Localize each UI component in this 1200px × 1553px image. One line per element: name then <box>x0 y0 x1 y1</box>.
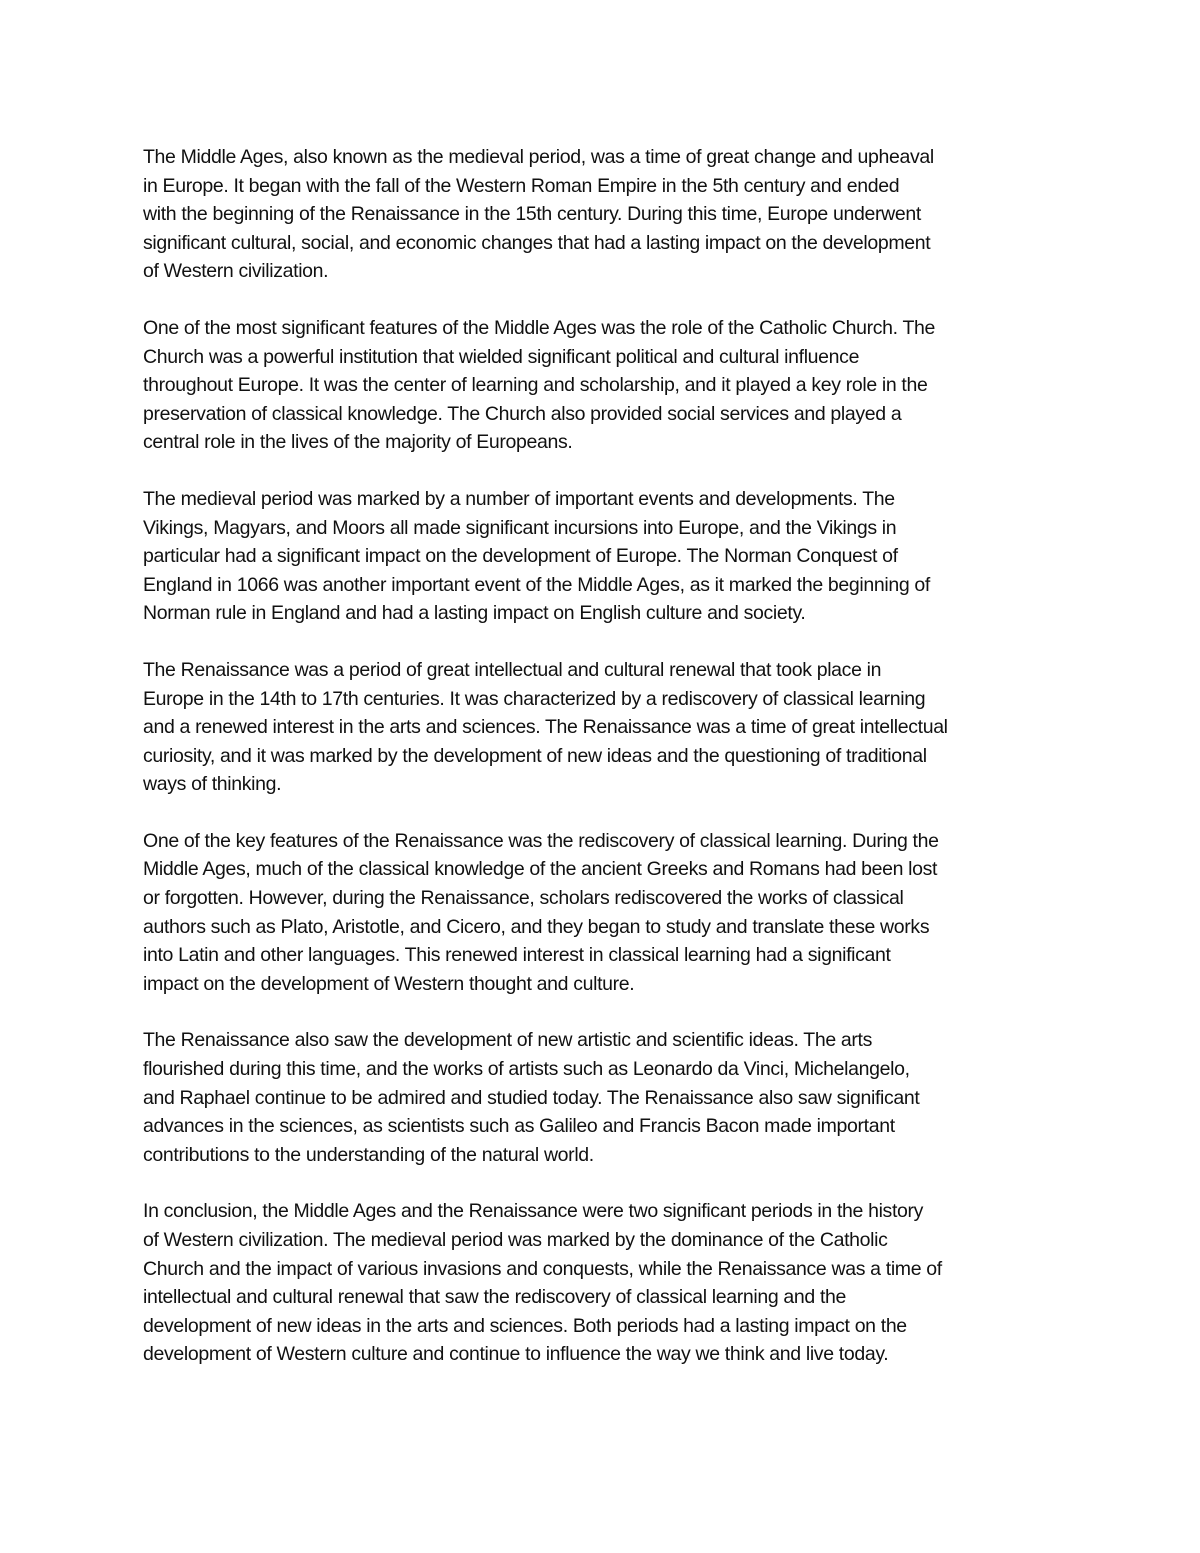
paragraph-catholic-church: One of the most significant features of the Middle Ages was the role of the Catholic Church. The Church was a powerful institution that wielded significant political and cultural influence throughout Europe. It was the center of learning and scholarship, and it played a key role in the preservation of classical knowledge. The Church also provided social services and played a central role in the lives of the majority of Europeans. <box>143 316 935 454</box>
paragraph-classical-learning: One of the key features of the Renaissance was the rediscovery of classical learning. During the Middle Ages, much of the classical knowledge of the ancient Greeks and Romans had been lost or forgotten. However, during the Renaissance, scholars rediscovered the works of classical authors such as Plato, Aristotle, and Cicero, and they began to study and translate these works into Latin and other languages. This renewed interest in classical learning had a significant impact on the development of Western thought and culture. <box>143 829 939 995</box>
paragraph-medieval-events: The medieval period was marked by a number of important events and developments. The Vikings, Magyars, and Moors all made significant incursions into Europe, and the Vikings in particular had a significant impact on the development of Europe. The Norman Conquest of England in 1066 was another important event of the Middle Ages, as it marked the beginning of Norman rule in England and had a lasting impact on English culture and society. <box>143 487 930 625</box>
paragraph-conclusion: In conclusion, the Middle Ages and the Renaissance were two significant periods in the history of Western civilization. The medieval period was marked by the dominance of the Catholic Church and the impact of various invasions and conquests, while the Renaissance was a time of intellectual and cultural renewal that saw the rediscovery of classical learning and the development of new ideas in the arts and sciences. Both periods had a lasting impact on the development of Western culture and continue to influence the way we think and live today. <box>143 1200 942 1366</box>
document-body <box>143 143 1063 1397</box>
paragraph-renaissance-intro: The Renaissance was a period of great intellectual and cultural renewal that took place in Europe in the 14th to 17th centuries. It was characterized by a rediscovery of classical learning and a renewed interest in the arts and sciences. The Renaissance was a time of great intellectual curiosity, and it was marked by the development of new ideas and the questioning of traditional ways of thinking. <box>143 658 948 796</box>
paragraph-middle-ages-intro: The Middle Ages, also known as the medieval period, was a time of great change and upheaval in Europe. It began with the fall of the Western Roman Empire in the 5th century and ended with the beginning of the Renaissance in the 15th century. During this time, Europe underwent significant cultural, social, and economic changes that had a lasting impact on the development of Western civilization. <box>143 146 934 283</box>
paragraph-arts-sciences: The Renaissance also saw the development of new artistic and scientific ideas. The arts flourished during this time, and the works of artists such as Leonardo da Vinci, Michelangelo, and Raphael continue to be admired and studied today. The Renaissance also saw significant advances in the sciences, as scientists such as Galileo and Francis Bacon made important contributions to the understanding of the natural world. <box>143 1029 920 1166</box>
